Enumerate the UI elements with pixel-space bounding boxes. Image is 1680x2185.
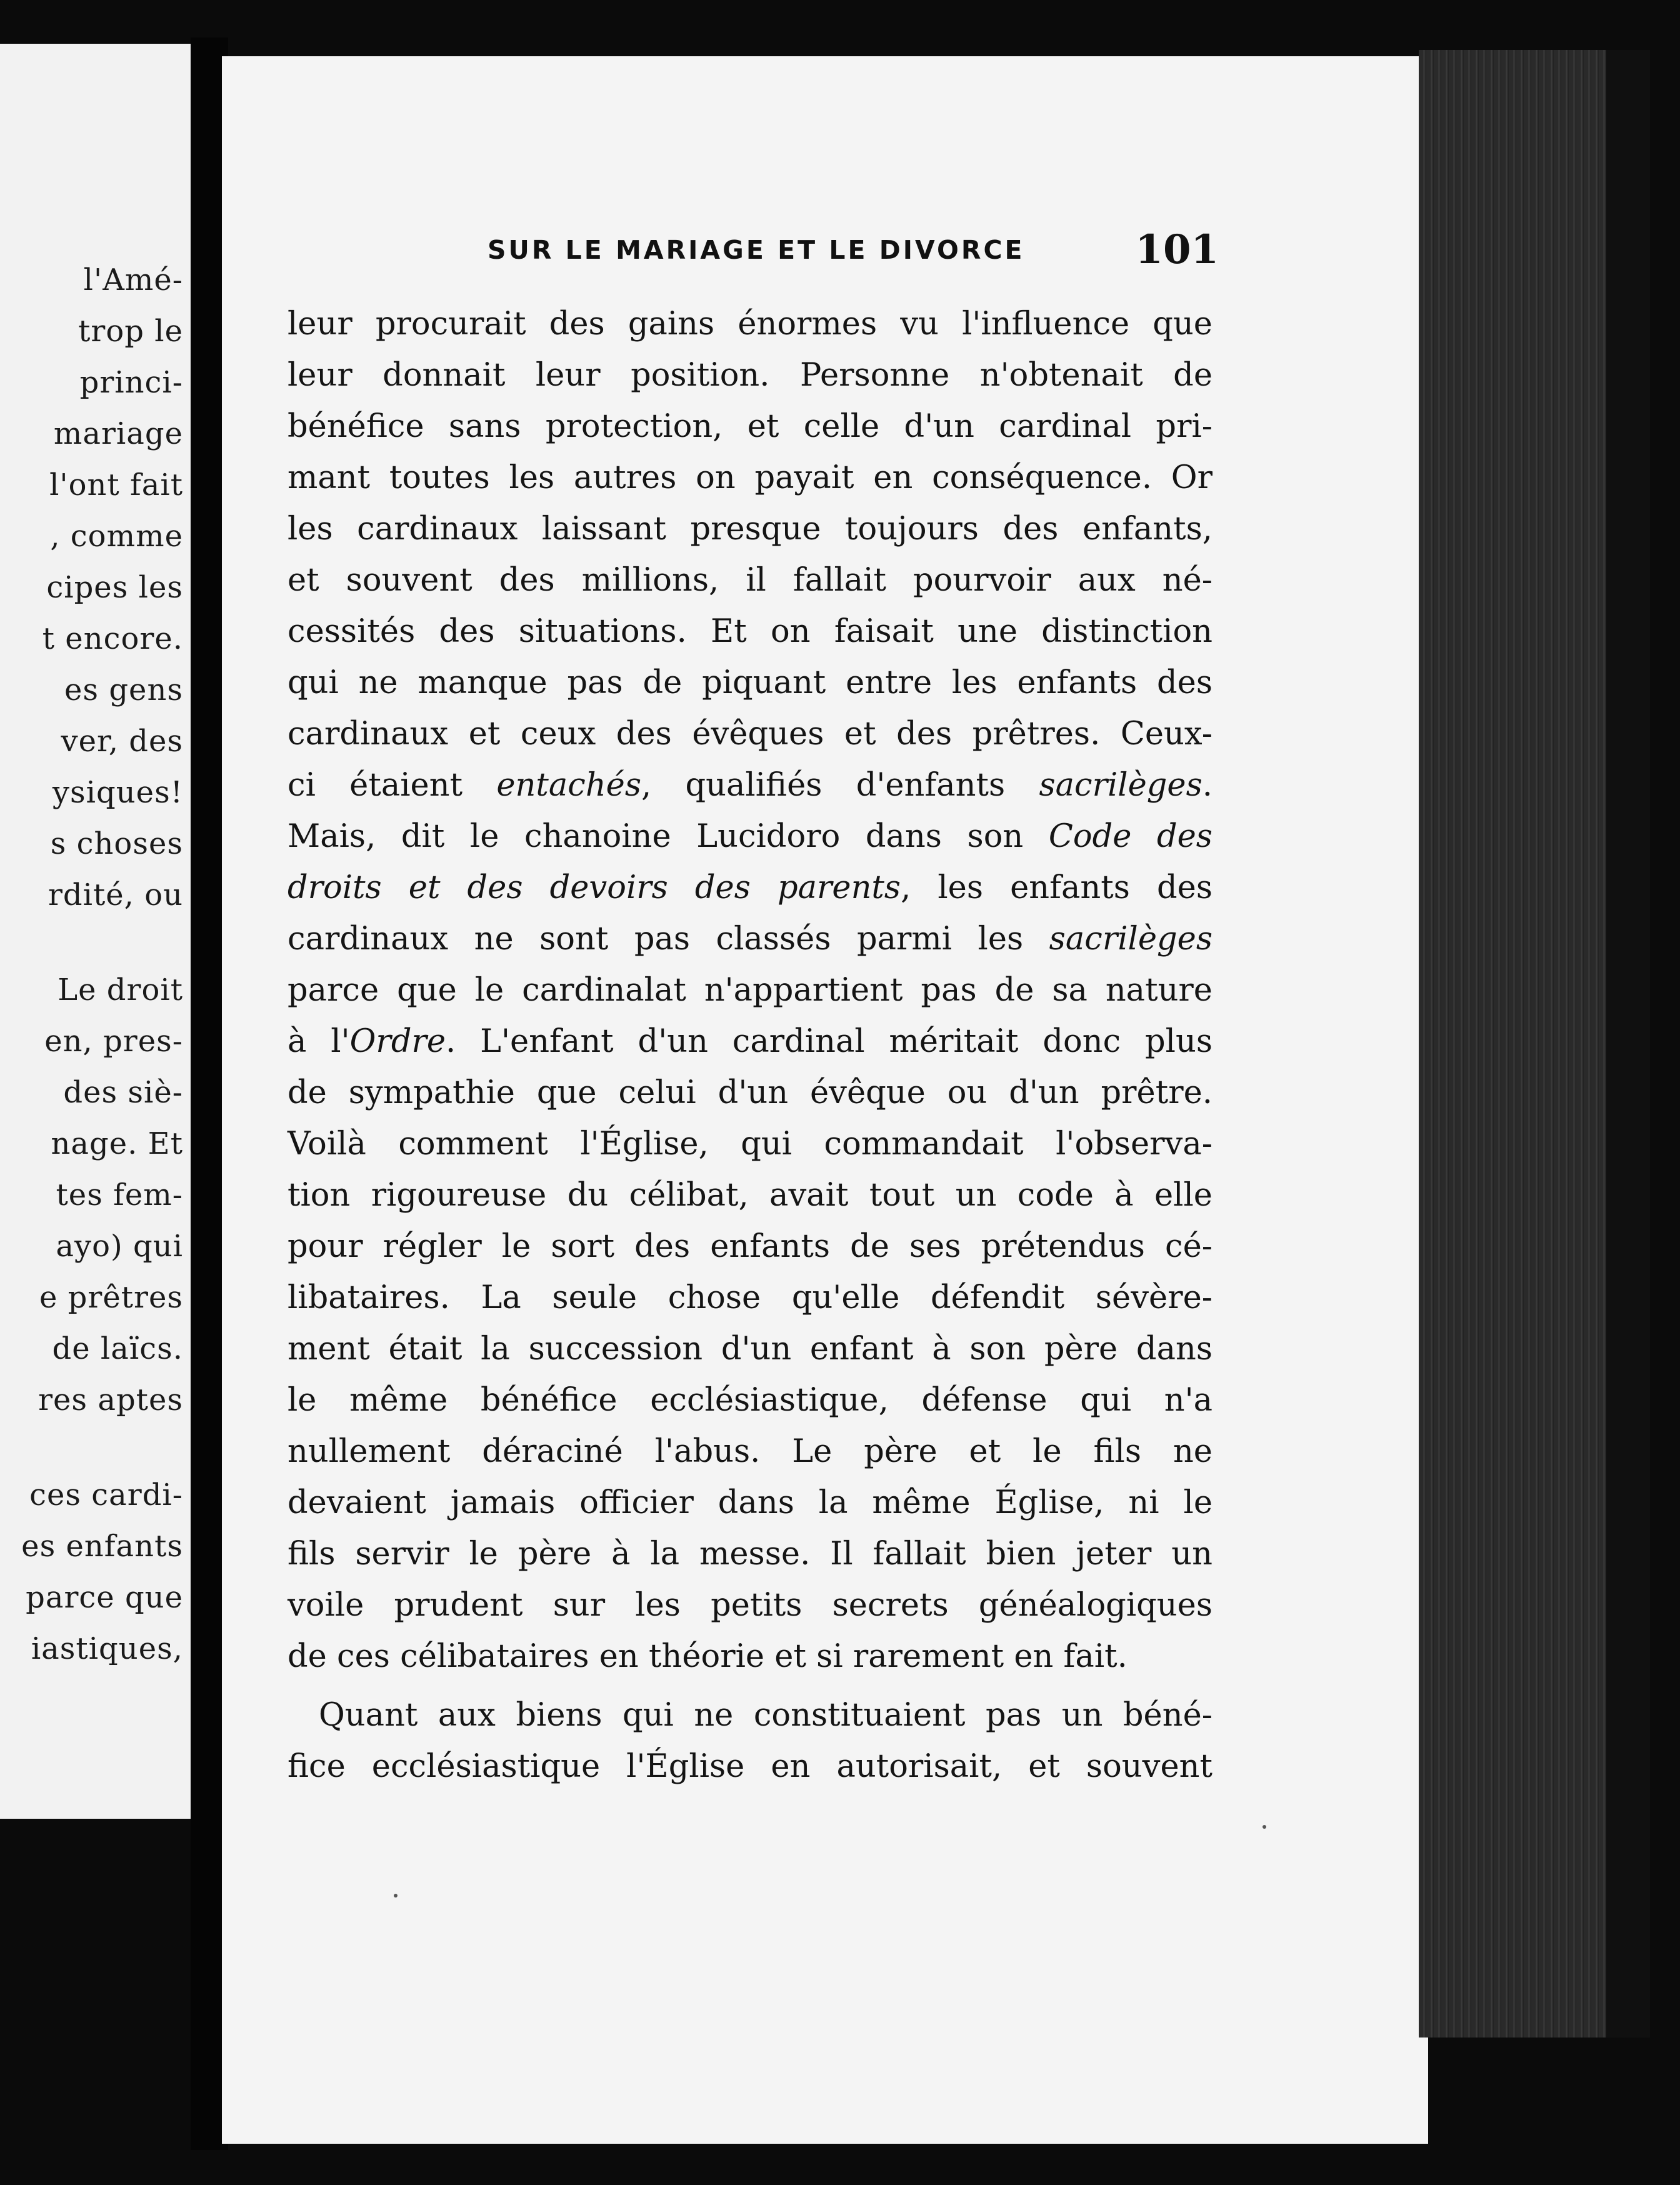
- italic-phrase: droits et des devoirs des parents: [288, 869, 901, 906]
- text-run: , qualifiés d'enfants: [641, 767, 1039, 804]
- text-line: [288, 811, 1212, 862]
- text-run: ci étaient: [288, 767, 497, 804]
- page-edges-shadow: [1606, 50, 1650, 2038]
- left-page-line: l'ont fait: [49, 468, 183, 502]
- text-run: cardinaux ne sont pas classés parmi les: [288, 921, 1049, 958]
- left-page-line: t encore.: [42, 621, 183, 656]
- left-page-fragment: [0, 44, 191, 1819]
- left-page-line: iastiques,: [31, 1631, 183, 1666]
- text-line: devaient jamais officier dans la même Église, ni le: [288, 1484, 1212, 1521]
- text-line: ment était la succession d'un enfant à son père dans: [288, 1331, 1212, 1368]
- left-page-line: es enfants: [21, 1529, 183, 1564]
- text-line: cessités des situations. Et on faisait une distinction: [288, 613, 1212, 650]
- italic-phrase: entachés: [496, 767, 642, 804]
- text-line: qui ne manque pas de piquant entre les enfants des: [288, 664, 1212, 701]
- page-number: 101: [1135, 226, 1219, 273]
- text-run: Mais, dit le chanoine Lucidoro dans son: [288, 818, 1049, 855]
- left-page-line: en, pres-: [44, 1024, 183, 1059]
- left-page-line: s choses: [50, 826, 183, 861]
- text-run: , les enfants des: [901, 869, 1212, 906]
- page-header: [488, 226, 1219, 281]
- text-line: pour régler le sort des enfants de ses prétendus cé-: [288, 1228, 1212, 1265]
- paper-speck: [1262, 1825, 1266, 1829]
- italic-phrase: sacrilèges: [1039, 767, 1202, 804]
- left-page-line: mariage: [53, 416, 183, 451]
- left-page-line: e prêtres: [39, 1280, 183, 1315]
- left-page-line: res aptes: [38, 1382, 183, 1418]
- text-run: à l': [288, 1023, 350, 1060]
- left-page-line: cipes les: [46, 570, 183, 605]
- text-line: leur donnait leur position. Personne n'obtenait de: [288, 357, 1212, 394]
- text-line: [288, 760, 1212, 811]
- left-page-line: Le droit: [58, 972, 183, 1008]
- text-run: . L'enfant d'un cardinal méritait donc plus: [446, 1023, 1212, 1060]
- left-page-line: trop le: [78, 314, 183, 349]
- left-page-line: , comme: [50, 519, 183, 554]
- text-line: [288, 1016, 1212, 1068]
- italic-phrase: sacrilèges: [1049, 921, 1212, 958]
- left-page-line: ysiques!: [52, 775, 183, 810]
- text-line: nullement déraciné l'abus. Le père et le fils ne: [288, 1433, 1212, 1470]
- text-line: [288, 914, 1212, 965]
- left-page-line: es gens: [64, 672, 183, 708]
- left-page-line: princi-: [79, 365, 183, 400]
- text-line: libataires. La seule chose qu'elle défendit sévère-: [288, 1279, 1212, 1316]
- italic-phrase: Code des: [1048, 818, 1212, 855]
- text-run: .: [1202, 767, 1212, 804]
- text-line: Quant aux biens qui ne constituaient pas un béné-: [319, 1697, 1212, 1734]
- left-page-line: l'Amé-: [83, 262, 183, 298]
- left-page-line: ayo) qui: [56, 1229, 183, 1264]
- left-page-line: de laïcs.: [52, 1331, 183, 1366]
- text-line: le même bénéfice ecclésiastique, défense qui n'a: [288, 1382, 1212, 1419]
- text-line: cardinaux et ceux des évêques et des prêtres. Ceux-: [288, 716, 1212, 752]
- paper-speck: [394, 1894, 398, 1898]
- text-line: Voilà comment l'Église, qui commandait l'observa-: [288, 1126, 1212, 1162]
- text-line: [288, 862, 1212, 914]
- italic-phrase: Ordre: [349, 1023, 446, 1060]
- page-edges: [1419, 50, 1631, 2038]
- left-page-line: ces cardi-: [29, 1478, 183, 1512]
- text-line: voile prudent sur les petits secrets généalogiques: [288, 1587, 1212, 1624]
- text-line: fils servir le père à la messe. Il fallait bien jeter un: [288, 1536, 1212, 1572]
- text-line: mant toutes les autres on payait en conséquence. Or: [288, 459, 1212, 496]
- text-line: parce que le cardinalat n'appartient pas de sa nature: [288, 972, 1212, 1009]
- left-page-line: parce que: [26, 1580, 183, 1615]
- left-page-line: ver, des: [61, 724, 183, 759]
- text-line: de ces célibataires en théorie et si rarement en fait.: [288, 1638, 1128, 1675]
- running-head: SUR LE MARIAGE ET LE DIVORCE: [488, 235, 1025, 265]
- left-page-line: des siè-: [63, 1075, 183, 1110]
- text-line: et souvent des millions, il fallait pourvoir aux né-: [288, 562, 1212, 599]
- left-page-line: nage. Et: [51, 1126, 183, 1161]
- body-text: [288, 299, 1212, 1792]
- text-line: leur procurait des gains énormes vu l'influence que: [288, 306, 1212, 342]
- text-line: tion rigoureuse du célibat, avait tout un code à elle: [288, 1177, 1212, 1214]
- text-line: fice ecclésiastique l'Église en autorisait, et souvent: [288, 1748, 1212, 1785]
- left-page-line: rdité, ou: [48, 878, 183, 912]
- text-line: les cardinaux laissant presque toujours des enfants,: [288, 511, 1212, 548]
- left-page-line: tes fem-: [56, 1178, 183, 1212]
- text-line: de sympathie que celui d'un évêque ou d'un prêtre.: [288, 1074, 1212, 1111]
- text-line: bénéfice sans protection, et celle d'un cardinal pri-: [288, 408, 1212, 445]
